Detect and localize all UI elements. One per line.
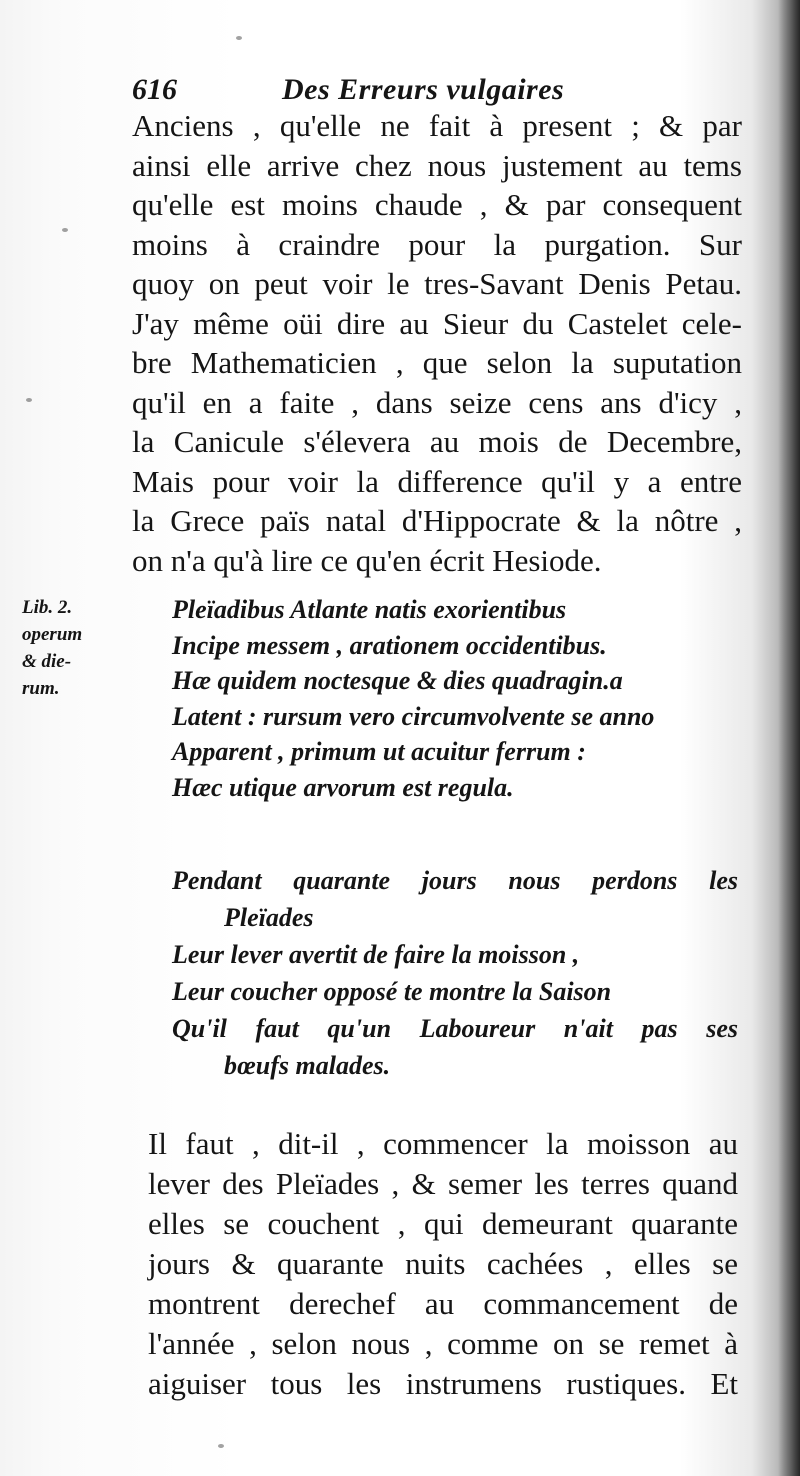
verse-line: Pleïadibus Atlante natis exorientibus	[172, 595, 567, 624]
text-line: on n'a qu'à lire ce qu'en écrit Hesiode.	[132, 542, 602, 578]
verse-line: Leur coucher opposé te montre la Saison	[172, 977, 612, 1006]
margin-note-line: operum	[22, 624, 83, 645]
ink-speck	[236, 36, 242, 40]
running-title: Des Erreurs vulgaires	[282, 73, 565, 106]
text-line: J'ay même oüi dire au Sieur du Castelet cele-	[132, 305, 742, 341]
text-line: montrent derechef au commancement de	[148, 1286, 738, 1321]
verse-line: Pleïades	[224, 903, 314, 932]
text-line: quoy on peut voir le tres-Savant Denis Petau.	[132, 266, 742, 301]
margin-note-line: rum.	[22, 678, 60, 699]
text-line: la Canicule s'élevera au mois de Decembre,	[132, 424, 742, 459]
verse-line: Latent : rursum vero circumvolvente se anno	[172, 701, 655, 731]
text-line: elles se couchent , qui demeurant quarante	[148, 1206, 738, 1241]
margin-note	[22, 594, 132, 702]
verse-line: Hæ quidem noctesque & dies quadragin.a	[172, 666, 623, 695]
margin-note-line: Lib. 2.	[22, 597, 73, 618]
verse-line: Qu'il faut qu'un Laboureur n'ait pas ses	[172, 1014, 738, 1043]
text-line: qu'il en a faite , dans seize cens ans d'icy ,	[132, 384, 742, 420]
margin-note-line: & die-	[22, 651, 72, 672]
text-line: moins à craindre pour la purgation. Sur	[132, 226, 742, 262]
text-line: bre Mathematicien , que selon la suputation	[132, 345, 742, 380]
text-line: aiguiser tous les instrumens rustiques. Et	[148, 1366, 738, 1401]
text-line: jours & quarante nuits cachées , elles se	[148, 1246, 738, 1281]
paragraph-1	[132, 106, 742, 580]
ink-speck	[26, 398, 32, 402]
verse-line: Hæc utique arvorum est regula.	[172, 772, 514, 802]
text-line: qu'elle est moins chaude , & par consequent	[132, 187, 742, 222]
text-line: ainsi elle arrive chez nous justement au tems	[132, 147, 742, 183]
text-line: Il faut , dit-il , commencer la moisson au	[148, 1126, 738, 1161]
text-line: Mais pour voir la difference qu'il y a entre	[132, 463, 742, 499]
latin-verse	[172, 592, 738, 805]
ink-speck	[218, 1444, 224, 1448]
text-line: lever des Pleïades , & semer les terres quand	[148, 1166, 738, 1201]
verse-line: Pendant quarante jours nous perdons les	[172, 866, 738, 895]
paragraph-2	[148, 1124, 738, 1404]
ink-speck	[62, 228, 68, 232]
text-line: l'année , selon nous , comme on se remet à	[148, 1326, 738, 1361]
text-line: Anciens , qu'elle ne fait à present ; & par	[132, 108, 742, 143]
verse-line: Leur lever avertit de faire la moisson ,	[172, 940, 580, 969]
verse-line: Incipe messem , arationem occidentibus.	[172, 630, 607, 660]
french-verse	[172, 862, 738, 1084]
verse-line: Apparent , primum ut acuitur ferrum :	[172, 737, 586, 766]
page-number: 616	[132, 73, 177, 106]
verse-line: bœufs malades.	[224, 1051, 391, 1080]
text-line: la Grece païs natal d'Hippocrate & la nôtre ,	[132, 503, 742, 538]
